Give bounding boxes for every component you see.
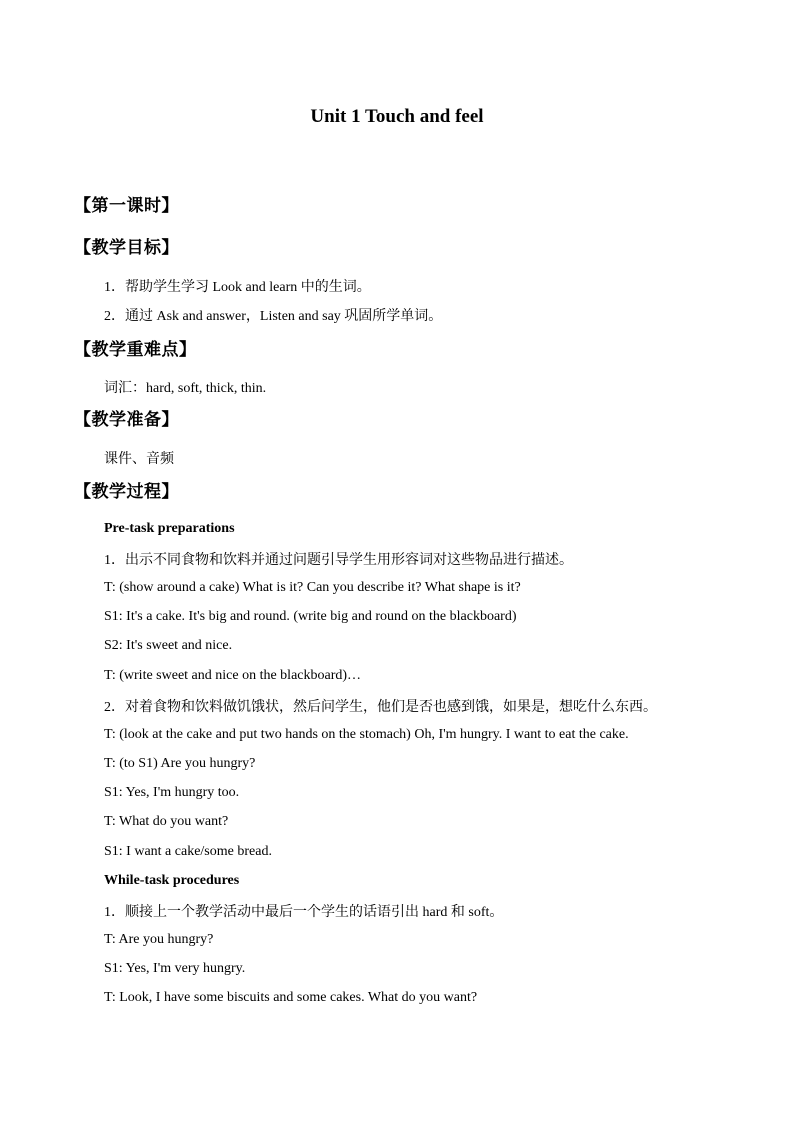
heading-key-points: 【教学重难点】 xyxy=(74,340,197,360)
document-title: Unit 1 Touch and feel xyxy=(310,106,484,127)
heading-process: 【教学过程】 xyxy=(74,482,179,502)
pre-task-line: T: (show around a cake) What is it? Can you describe it? What shape is it? xyxy=(104,580,521,595)
heading-lesson: 【第一课时】 xyxy=(74,196,179,216)
while-task-line: 1．顺接上一个教学活动中最后一个学生的话语引出 hard 和 soft。 xyxy=(104,905,504,920)
pre-task-line: T: What do you want? xyxy=(104,814,229,829)
pre-task-line: T: (write sweet and nice on the blackboard)… xyxy=(104,668,362,683)
key-points-text: 词汇：hard, soft, thick, thin. xyxy=(104,381,267,396)
pre-task-line: 1．出示不同食物和饮料并通过问题引导学生用形容词对这些物品进行描述。 xyxy=(104,553,573,568)
pre-task-line: S1: It's a cake. It's big and round. (write big and round on the blackboard) xyxy=(104,609,517,624)
while-task-line: T: Look, I have some biscuits and some cakes. What do you want? xyxy=(104,990,478,1005)
goal-item: 1．帮助学生学习 Look and learn 中的生词。 xyxy=(104,280,371,295)
while-task-heading: While-task procedures xyxy=(104,873,240,888)
pre-task-line: S1: Yes, I'm hungry too. xyxy=(104,785,240,800)
pre-task-heading: Pre-task preparations xyxy=(104,521,235,536)
goal-item: 2．通过 Ask and answer，Listen and say 巩固所学单词。 xyxy=(104,309,443,324)
pre-task-line: S2: It's sweet and nice. xyxy=(104,638,233,653)
while-task-line: T: Are you hungry? xyxy=(104,932,214,947)
pre-task-line: T: (look at the cake and put two hands on the stomach) Oh, I'm hungry. I want to eat the cake. xyxy=(104,727,629,742)
heading-goals: 【教学目标】 xyxy=(74,238,179,258)
pre-task-line: 2．对着食物和饮料做饥饿状，然后问学生，他们是否也感到饿，如果是，想吃什么东西。 xyxy=(104,700,657,715)
heading-preparation: 【教学准备】 xyxy=(74,410,179,430)
pre-task-line: T: (to S1) Are you hungry? xyxy=(104,756,256,771)
pre-task-line: S1: I want a cake/some bread. xyxy=(104,844,272,859)
preparation-text: 课件、音频 xyxy=(104,452,174,467)
while-task-line: S1: Yes, I'm very hungry. xyxy=(104,961,246,976)
